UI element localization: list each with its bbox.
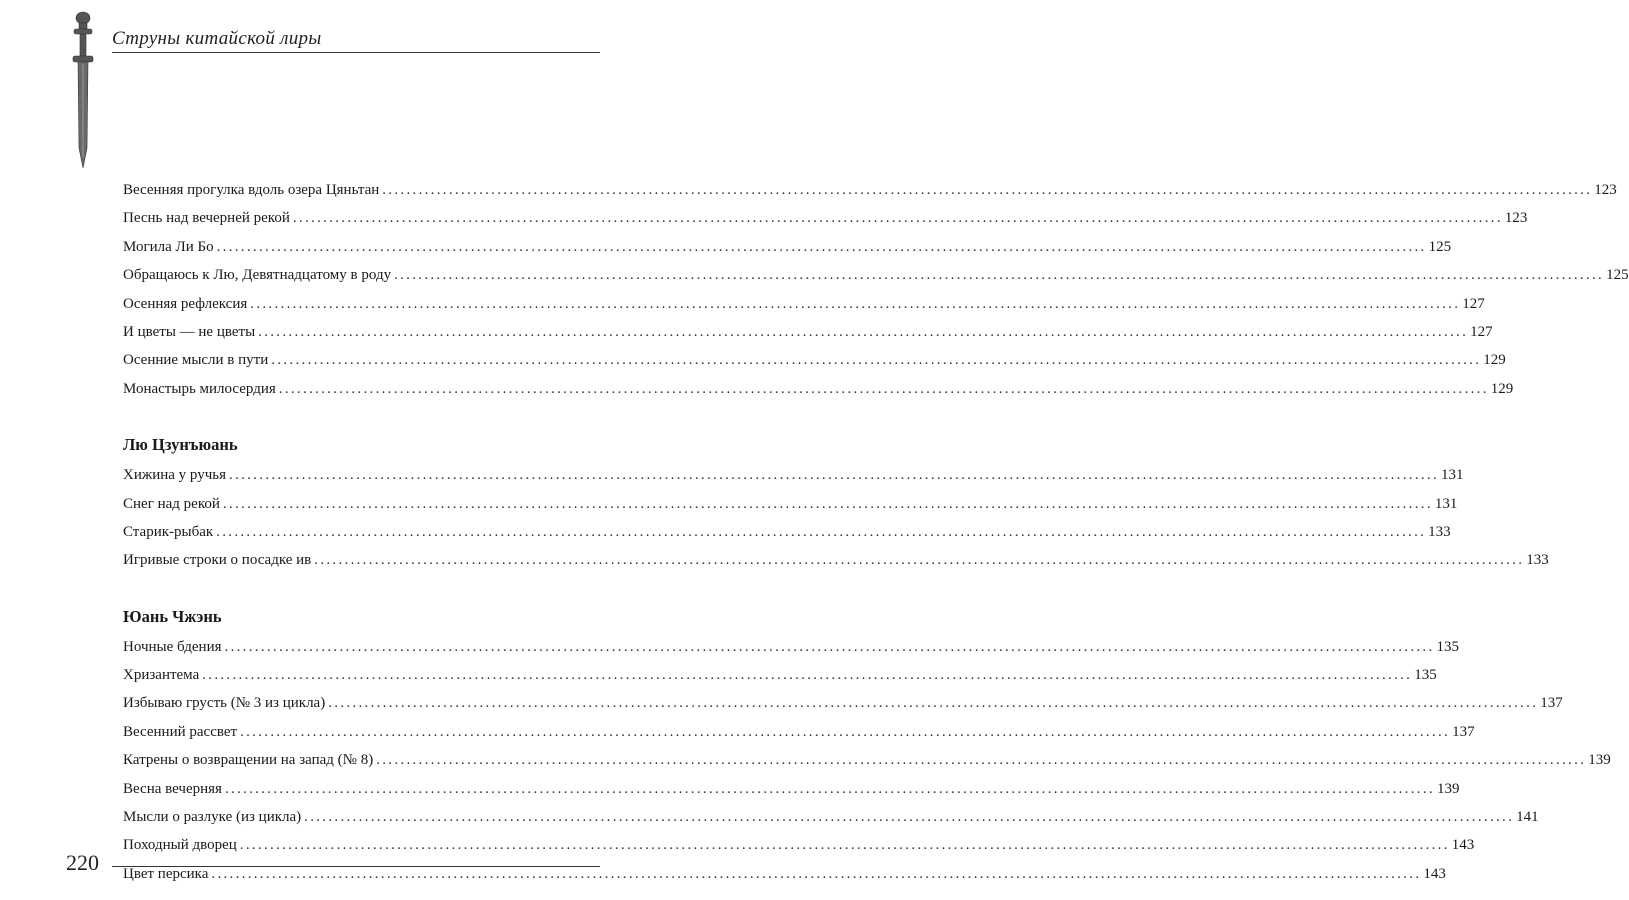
toc-entry xyxy=(123,461,1464,489)
dot-leader: ........................................................................................................................................................................................................ xyxy=(202,667,1413,684)
dot-leader: ........................................................................................................................................................................................................ xyxy=(211,865,1422,882)
entry-title: Цвет персика xyxy=(123,865,209,882)
entry-page-number: 135 xyxy=(1414,667,1437,684)
toc-entry xyxy=(123,346,1506,374)
entry-page-number: 133 xyxy=(1428,523,1451,540)
header-rule xyxy=(112,52,600,53)
entry-page-number: 137 xyxy=(1452,723,1475,740)
toc-entry xyxy=(123,860,1446,888)
dot-leader: ........................................................................................................................................................................................................ xyxy=(376,752,1587,769)
entry-title: Осенние мысли в пути xyxy=(123,352,269,369)
toc-entry xyxy=(123,261,1629,289)
entry-title: Весенний рассвет xyxy=(123,723,238,740)
entry-page-number: 125 xyxy=(1428,238,1452,255)
section-heading: Юань Чжэнь xyxy=(123,606,222,626)
entry-title: Могила Ли Бо xyxy=(123,238,214,255)
entry-title: Избываю грусть (№ 3 из цикла) xyxy=(123,695,326,712)
entry-page-number: 143 xyxy=(1423,865,1446,882)
dot-leader: ........................................................................................................................................................................................................ xyxy=(240,723,1451,740)
dot-leader: ........................................................................................................................................................................................................ xyxy=(328,695,1539,712)
dot-leader: ........................................................................................................................................................................................................ xyxy=(224,638,1435,655)
section-heading: Лю Цзунъюань xyxy=(123,435,238,455)
dot-leader: ........................................................................................................................................................................................................ xyxy=(250,295,1461,312)
table-of-contents xyxy=(123,176,1629,888)
entry-page-number: 127 xyxy=(1470,323,1493,340)
entry-title: Катрены о возвращении на запад (№ 8) xyxy=(123,752,374,769)
entry-page-number: 129 xyxy=(1490,380,1514,397)
dot-leader: ........................................................................................................................................................................................................ xyxy=(216,238,1427,255)
page-number: 220 xyxy=(66,850,99,875)
dot-leader: ........................................................................................................................................................................................................ xyxy=(239,837,1450,854)
toc-entry xyxy=(123,318,1493,346)
entry-page-number: 131 xyxy=(1441,467,1464,484)
entry-title: Песнь над вечерней рекой xyxy=(123,210,290,227)
entry-title: И цветы — не цветы xyxy=(123,323,256,340)
dot-leader: ........................................................................................................................................................................................................ xyxy=(304,809,1515,826)
entry-page-number: 139 xyxy=(1588,752,1611,769)
dot-leader: ........................................................................................................................................................................................................ xyxy=(271,352,1482,369)
entry-page-number: 125 xyxy=(1606,267,1629,284)
entry-page-number: 135 xyxy=(1436,638,1460,655)
dot-leader: ........................................................................................................................................................................................................ xyxy=(278,380,1489,397)
entry-title: Снег над рекой xyxy=(123,495,220,512)
entry-page-number: 139 xyxy=(1436,780,1460,797)
dot-leader: ........................................................................................................................................................................................................ xyxy=(222,495,1433,512)
dot-leader: ........................................................................................................................................................................................................ xyxy=(382,182,1593,198)
entry-page-number: 123 xyxy=(1504,210,1528,227)
toc-entry xyxy=(123,831,1475,859)
toc-entry xyxy=(123,775,1460,803)
entry-page-number: 133 xyxy=(1526,552,1549,569)
dot-leader: ........................................................................................................................................................................................................ xyxy=(314,552,1525,569)
toc-entry xyxy=(123,661,1437,689)
entry-title: Игривые строки о посадке ив xyxy=(123,552,312,569)
entry-title: Весенняя прогулка вдоль озера Цяньтан xyxy=(123,182,380,198)
toc-entry xyxy=(123,546,1549,574)
dot-leader: ........................................................................................................................................................................................................ xyxy=(216,523,1427,540)
toc-entry xyxy=(123,204,1528,232)
entry-title: Весна вечерняя xyxy=(123,780,222,797)
toc-entry xyxy=(123,746,1611,774)
entry-title: Ночные бдения xyxy=(123,638,222,655)
dot-leader: ........................................................................................................................................................................................................ xyxy=(292,210,1503,227)
dot-leader: ........................................................................................................................................................................................................ xyxy=(394,267,1605,284)
entry-title: Мысли о разлуке (из цикла) xyxy=(123,809,302,826)
entry-title: Старик-рыбак xyxy=(123,523,214,540)
entry-title: Монастырь милосердия xyxy=(123,380,276,397)
dot-leader: ........................................................................................................................................................................................................ xyxy=(224,780,1435,797)
entry-title: Хижина у ручья xyxy=(123,467,227,484)
footer-rule xyxy=(112,866,600,867)
toc-entry xyxy=(123,233,1452,261)
toc-entry xyxy=(123,290,1485,318)
toc-entry xyxy=(123,633,1460,661)
toc-entry xyxy=(123,518,1451,546)
entry-page-number: 131 xyxy=(1434,495,1458,512)
toc-entry xyxy=(123,176,1617,204)
toc-entry xyxy=(123,375,1514,403)
entry-page-number: 137 xyxy=(1540,695,1563,712)
entry-title: Хризантема xyxy=(123,667,200,684)
entry-title: Походный дворец xyxy=(123,837,237,854)
entry-page-number: 141 xyxy=(1516,809,1539,826)
toc-entry xyxy=(123,803,1539,831)
sword-ornament-icon xyxy=(68,8,98,168)
toc-entry xyxy=(123,490,1458,518)
entry-page-number: 127 xyxy=(1462,295,1485,312)
toc-entry xyxy=(123,689,1563,717)
entry-title: Обращаюсь к Лю, Девятнадцатому в роду xyxy=(123,267,392,284)
entry-page-number: 143 xyxy=(1451,837,1475,854)
dot-leader: ........................................................................................................................................................................................................ xyxy=(258,323,1469,340)
entry-page-number: 129 xyxy=(1483,352,1506,369)
running-title: Струны китайской лиры xyxy=(112,28,322,49)
toc-entry xyxy=(123,718,1475,746)
entry-page-number: 123 xyxy=(1594,182,1617,198)
dot-leader: ........................................................................................................................................................................................................ xyxy=(229,467,1440,484)
entry-title: Осенняя рефлексия xyxy=(123,295,248,312)
